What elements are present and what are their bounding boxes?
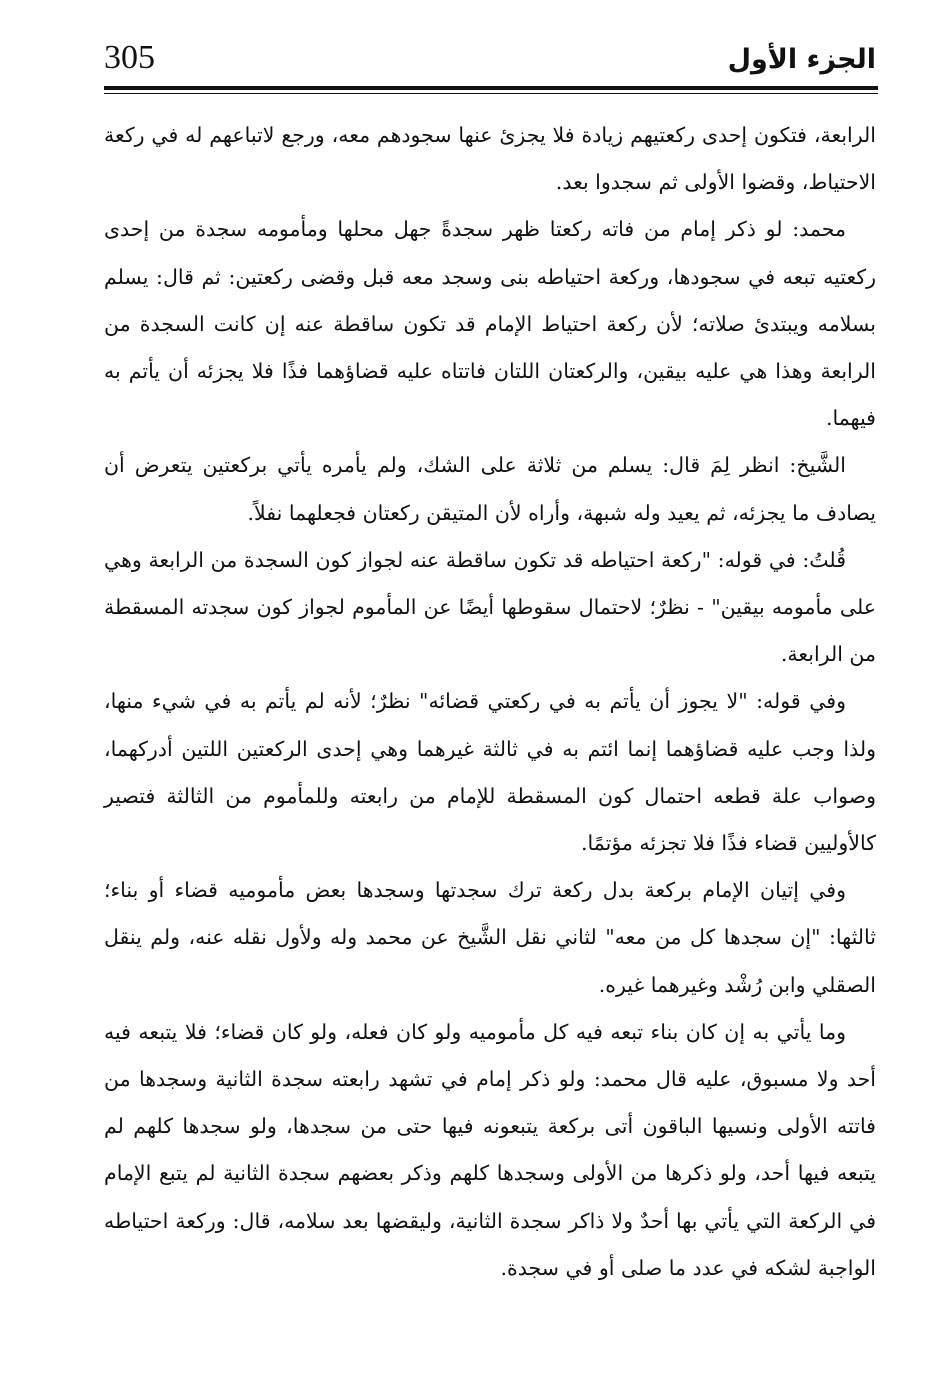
header-rule-thin	[104, 93, 878, 94]
page-body	[104, 112, 876, 1292]
page-number: 305	[104, 39, 155, 76]
paragraph-fi-qawlih: وفي قوله: "لا يجوز أن يأتم به في ركعتي قضائه" نظرٌ؛ لأنه لم يأتم به في شيء منها، ولذا وجب عليه قضاؤهما إنما ائتم به في ثالثة غيرهما وهي إحدى الركعتين اللتين أدركهما، وصواب علة قطعه احتمال كون المسقطة للإمام من رابعته وللمأموم من الثالثة فتصير كالأوليين قضاء فذًا فلا تجزئه مؤتمًا.	[104, 689, 876, 856]
paragraph-qultu: قُلتُ: في قوله: "ركعة احتياطه قد تكون ساقطة عنه لجواز كون السجدة من الرابعة وهي على مأمومه بيقين" - نظرٌ؛ لاحتمال سقوطها أيضًا عن المأموم لجواز كون سجدته المسقطة من الرابعة.	[104, 547, 876, 667]
paragraph-shaykh: الشَّيخ: انظر لِمَ قال: يسلم من ثلاثة على الشك، ولم يأمره يأتي بركعتين يتعرض أن يصادف ما يجزئه، ثم يعيد وله شبهة، وأراه لأن المتيقن ركعتان فجعلهما نفلاً.	[104, 453, 876, 525]
paragraph-ityan-al-imam: وفي إتيان الإمام بركعة بدل ركعة ترك سجدتها وسجدها بعض مأموميه قضاء أو بناء؛ ثالثها: "إن سجدها كل من معه" لثاني نقل الشَّيخ عن محمد وله ولأول نقله عنه، ولم ينقل الصقلي وابن رُشْد وغيرهما غيره.	[104, 878, 876, 997]
paragraph-wa-ma-yati: وما يأتي به إن كان بناء تبعه فيه كل مأموميه ولو كان فعله، ولو كان قضاء؛ فلا يتبعه فيه أحد ولا مسبوق، عليه قال محمد: ولو ذكر إمام في تشهد رابعته سجدة الثانية وسجدها من فاتته الأولى ونسيها الباقون أتى بركعة يتبعونه فيها حتى من سجدها، ولو سجدها كلهم لم يتبعه فيها أحد، ولو ذكرها من الأولى وسجدها كلهم وذكر بعضهم سجدة الثانية لم يتبع الإمام في الركعة التي يأتي بها أحدٌ ولا ذاكر سجدة الثانية، وليقضها بعد سلامه، قال: وركعة احتياطه الواجبة لشكه في عدد ما صلى أو في سجدة.	[104, 1019, 876, 1280]
paragraph-continuation: الرابعة، فتكون إحدى ركعتيهم زيادة فلا يجزئ عنها سجودهم معه، ورجع لاتباعهم له في ركعة الاحتياط، وقضوا الأولى ثم سجدوا بعد.	[104, 123, 876, 195]
paragraph-muhammad: محمد: لو ذكر إمام من فاته ركعتا ظهر سجدةً جهل محلها ومأمومه سجدة من إحدى ركعتيه تبعه في سجودها، وركعة احتياطه بنى وسجد معه قبل وقضى ركعتين: ثم قال: يسلم بسلامه ويبتدئ صلاته؛ لأن ركعة احتياط الإمام قد تكون ساقطة عنه إن كانت السجدة من الرابعة وهذا هي عليه بيقين، والركعتان اللتان فاتتاه عليه قضاؤهما فذًا فلا يجزئه أن يأتم به فيهما.	[104, 217, 876, 431]
running-title: الجزء الأول	[727, 44, 876, 75]
page-header	[104, 26, 876, 86]
header-rule-thick	[104, 86, 878, 90]
